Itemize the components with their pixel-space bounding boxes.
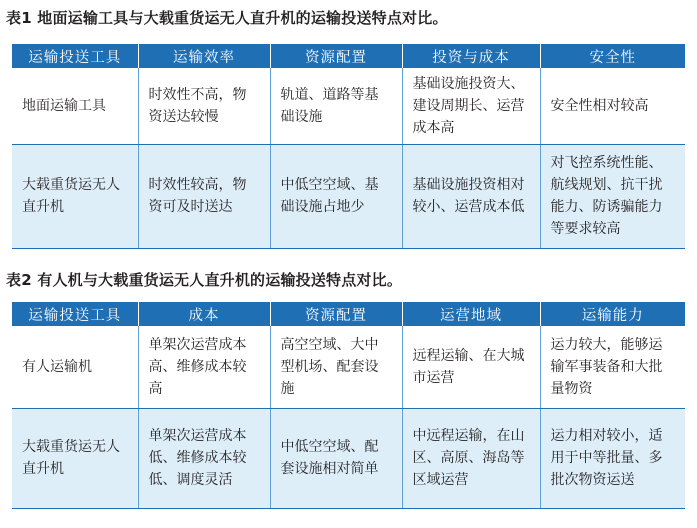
table-cell: 轨道、道路等基础设施 (270, 68, 402, 144)
table-row (12, 144, 685, 248)
table-cell: 运力较大，能够运输军事装备和大批量物资 (540, 326, 685, 408)
table-cell: 时效性不高，物资送达较慢 (138, 68, 270, 144)
table2 (12, 302, 685, 509)
table-cell: 高空空域、大中型机场、配套设施 (270, 326, 402, 408)
table2-header-row (12, 302, 685, 326)
table-cell: 地面运输工具 (12, 68, 138, 144)
table2-header-cell: 运营地域 (402, 302, 540, 326)
table-cell: 对飞控系统性能、航线规划、抗干扰能力、防诱骗能力等要求较高 (540, 144, 685, 248)
table2-caption: 表2 有人机与大载重货运无人直升机的运输投送特点对比。 (6, 271, 403, 289)
table1-header-cell: 运输投送工具 (12, 44, 138, 68)
table-cell: 大载重货运无人直升机 (12, 144, 138, 248)
table-cell: 运力相对较小，适用于中等批量、多批次物资运送 (540, 408, 685, 508)
table1 (12, 44, 685, 249)
table1-header-cell: 运输效率 (138, 44, 270, 68)
table2-header-cell: 成本 (138, 302, 270, 326)
table2-header-cell: 运输能力 (540, 302, 685, 326)
table1-caption: 表1 地面运输工具与大载重货运无人直升机的运输投送特点对比。 (6, 9, 448, 27)
table-cell: 安全性相对较高 (540, 68, 685, 144)
table-cell: 中低空空域、基础设施占地少 (270, 144, 402, 248)
table-cell: 远程运输、在大城市运营 (402, 326, 540, 408)
table-cell: 基础设施投资大、建设周期长、运营成本高 (402, 68, 540, 144)
table-cell: 大载重货运无人直升机 (12, 408, 138, 508)
table-cell: 单架次运营成本低、维修成本较低、调度灵活 (138, 408, 270, 508)
table-cell: 单架次运营成本高、维修成本较高 (138, 326, 270, 408)
table-cell: 时效性较高，物资可及时送达 (138, 144, 270, 248)
table-row (12, 68, 685, 144)
table1-header-row (12, 44, 685, 68)
table-cell: 有人运输机 (12, 326, 138, 408)
table1-header-cell: 安全性 (540, 44, 685, 68)
table2-header-cell: 资源配置 (270, 302, 402, 326)
table2-header-cell: 运输投送工具 (12, 302, 138, 326)
table-cell: 中低空空域、配套设施相对简单 (270, 408, 402, 508)
table-row (12, 408, 685, 508)
table1-header-cell: 投资与成本 (402, 44, 540, 68)
table-cell: 中远程运输，在山区、高原、海岛等区域运营 (402, 408, 540, 508)
table-row (12, 326, 685, 408)
table-cell: 基础设施投资相对较小、运营成本低 (402, 144, 540, 248)
table1-header-cell: 资源配置 (270, 44, 402, 68)
